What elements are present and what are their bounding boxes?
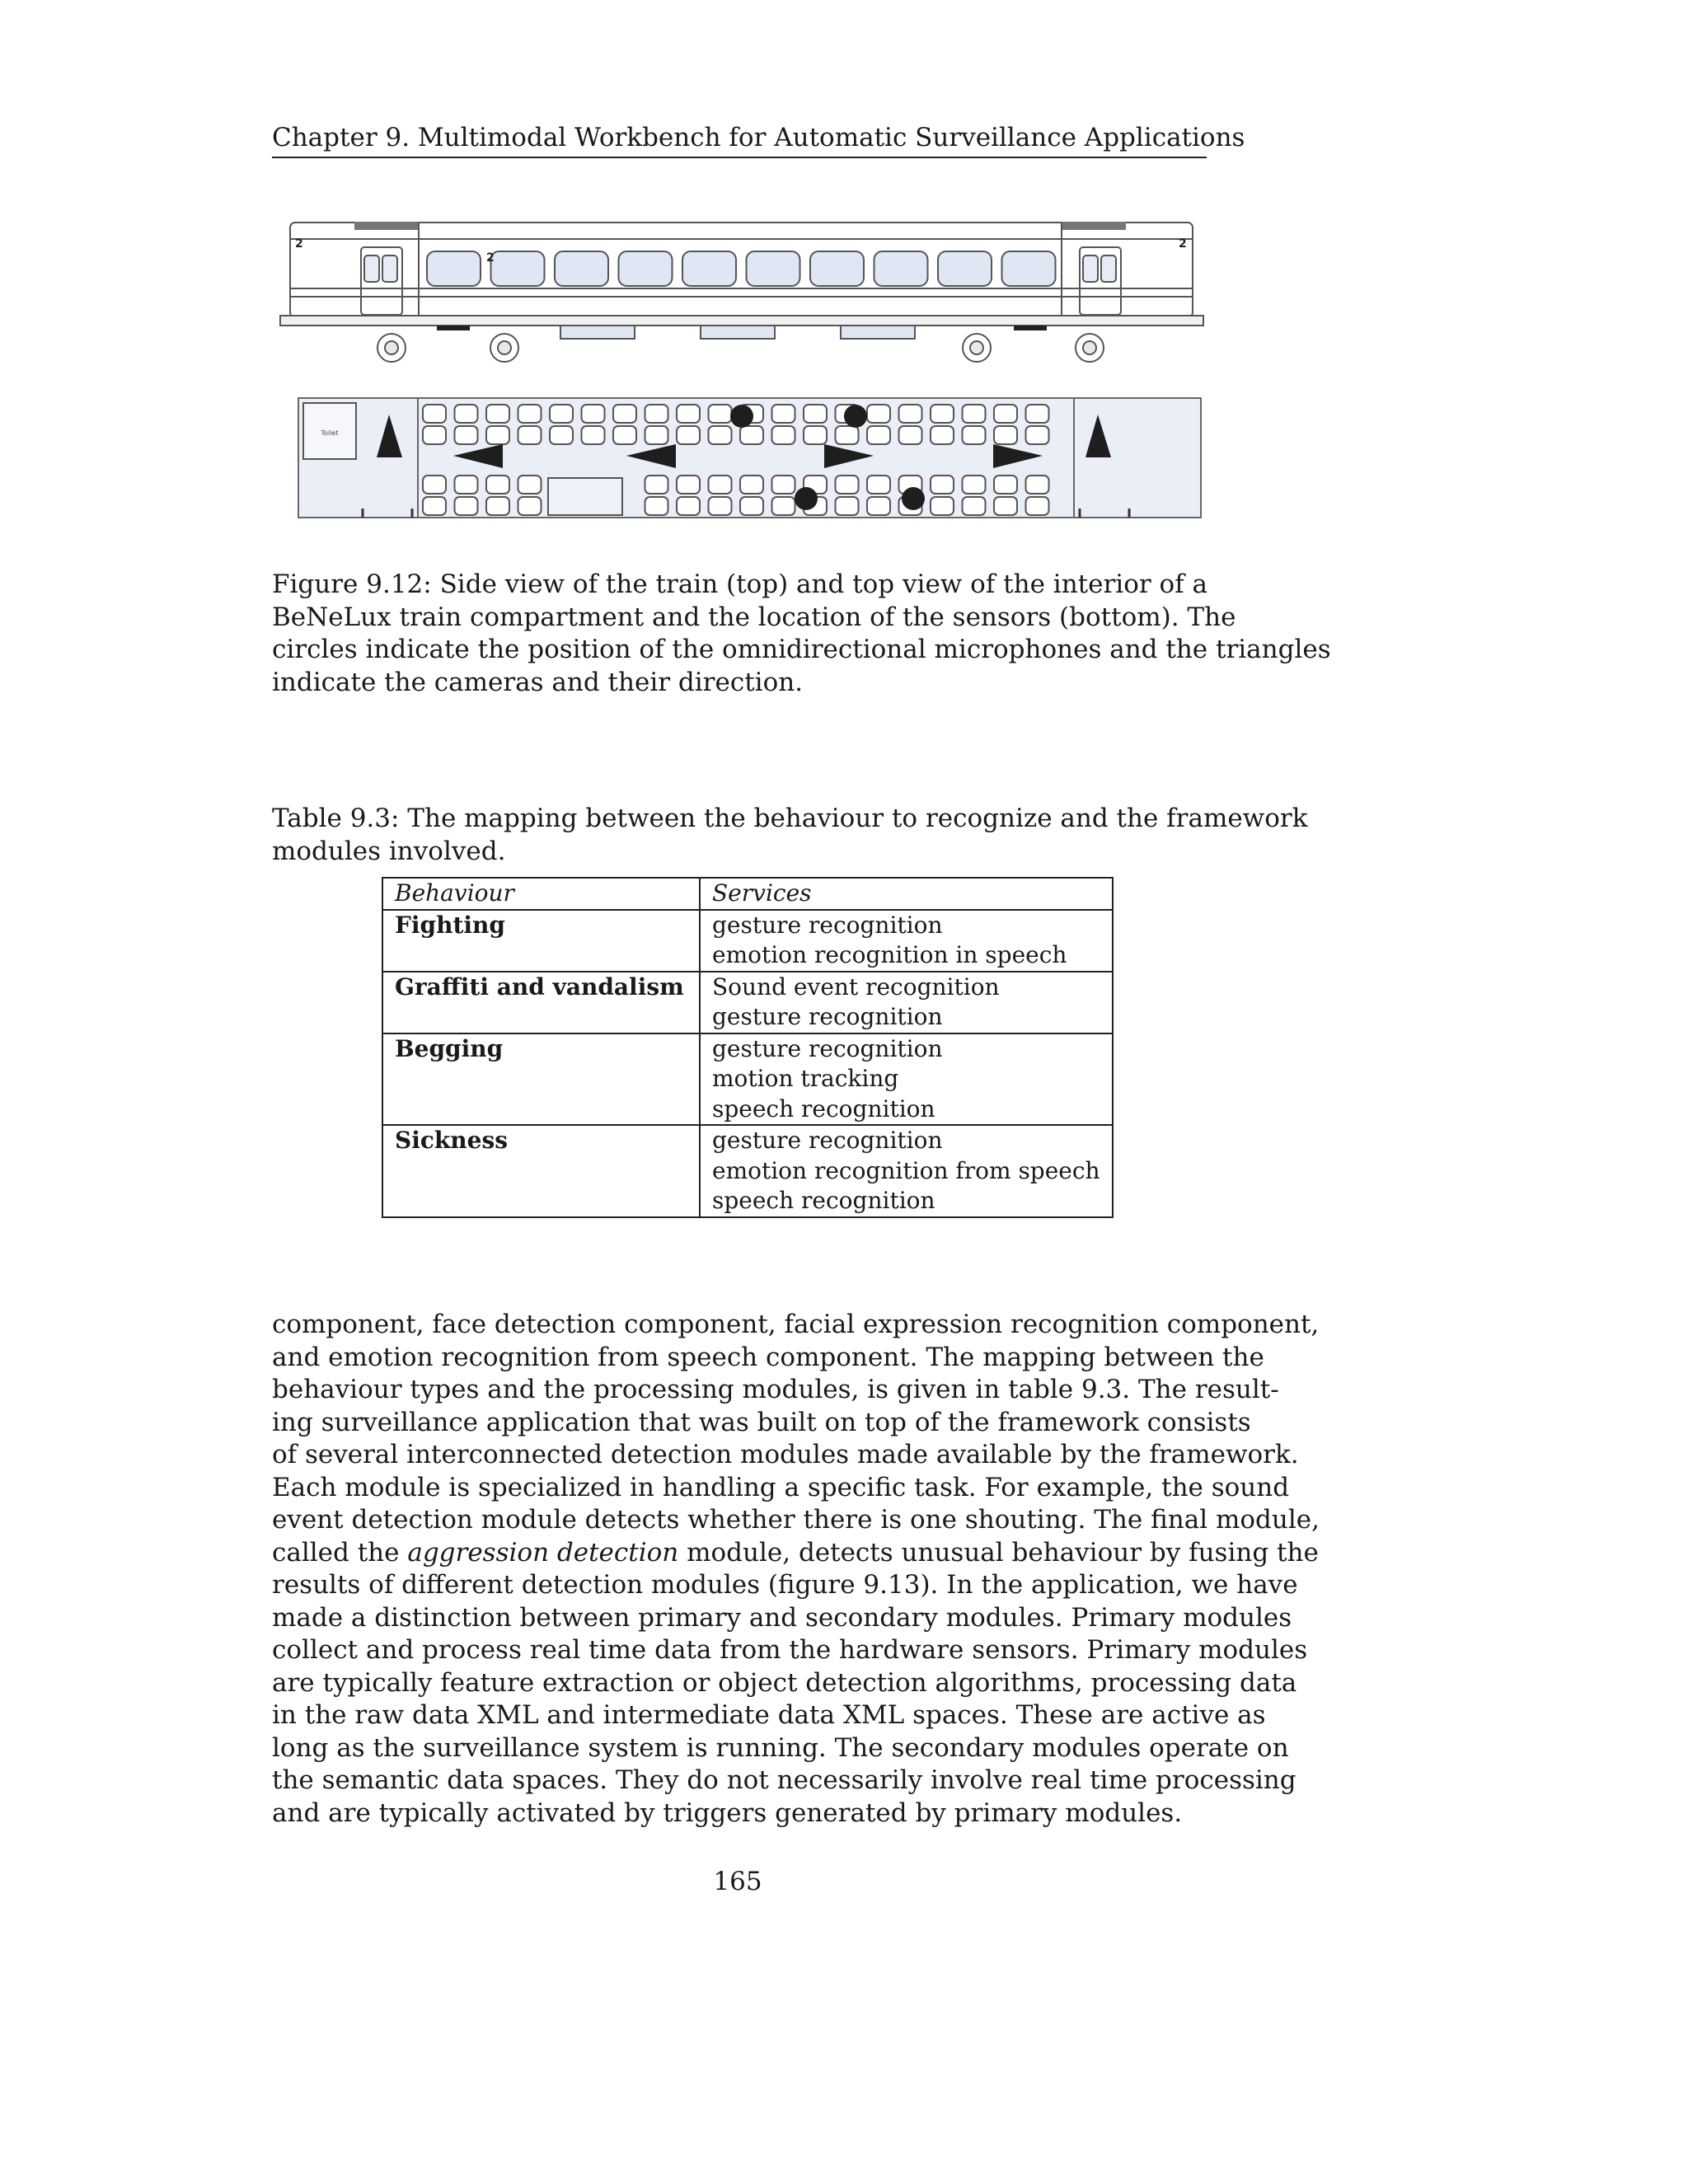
services-cell	[700, 910, 1113, 972]
train-window	[938, 251, 992, 286]
behaviour-cell: Begging	[382, 1033, 700, 1126]
body-line-with-italic	[272, 1537, 1319, 1570]
behaviour-cell: Sickness	[382, 1125, 700, 1217]
seat	[518, 426, 542, 444]
services-cell	[700, 972, 1113, 1033]
seat	[518, 476, 542, 494]
seat	[1026, 426, 1049, 444]
body-line: made a distinction between primary and secondary modules. Primary modules	[272, 1602, 1292, 1633]
seat	[677, 476, 700, 494]
italic-term: aggression detection	[407, 1537, 679, 1568]
service-item: Sound event recognition	[712, 972, 1000, 1001]
figure-caption-line: indicate the cameras and their direction.	[272, 667, 804, 697]
seat	[677, 426, 700, 444]
seat	[518, 405, 542, 423]
table-header-row	[382, 878, 1113, 910]
train-window	[555, 251, 608, 286]
train-figure	[272, 210, 1207, 527]
seat	[455, 497, 478, 515]
seat	[994, 426, 1017, 444]
seat	[550, 426, 573, 444]
service-item: gesture recognition	[712, 1127, 943, 1154]
toilet-label: Toilet	[321, 429, 339, 437]
seat	[740, 426, 763, 444]
seat	[645, 476, 668, 494]
body-line: collect and process real time data from the hardware sensors. Primary modules	[272, 1635, 1308, 1665]
seat	[994, 405, 1017, 423]
table-caption	[272, 803, 1308, 868]
seat	[423, 405, 446, 423]
body-line: ing surveillance application that was built on top of the framework consists	[272, 1407, 1251, 1437]
table-row	[382, 972, 1113, 1033]
services-cell	[700, 1033, 1113, 1126]
seat	[963, 497, 986, 515]
microphone-circle	[795, 487, 818, 510]
seat	[994, 497, 1017, 515]
figure-caption-line: circles indicate the position of the omnidirectional microphones and the triangles	[272, 635, 1331, 664]
seat	[867, 405, 890, 423]
seat	[455, 426, 478, 444]
body-line: in the raw data XML and intermediate data XML spaces. These are active as	[272, 1700, 1266, 1730]
train-window	[747, 251, 800, 286]
seat	[740, 476, 763, 494]
train-window	[491, 251, 545, 286]
body-line: are typically feature extraction or object detection algorithms, processing data	[272, 1667, 1297, 1698]
side-mark-mid: 2	[486, 251, 495, 265]
body-line: results of different detection modules (figure 9.13). In the application, we have	[272, 1570, 1298, 1600]
services-cell	[700, 1125, 1113, 1217]
seat	[994, 476, 1017, 494]
seat	[772, 405, 795, 423]
seat	[899, 426, 922, 444]
body-line: long as the surveillance system is running. The secondary modules operate on	[272, 1732, 1289, 1763]
figure-caption	[272, 569, 1331, 699]
service-item: emotion recognition in speech	[712, 941, 1067, 968]
body-paragraph	[272, 1309, 1320, 1830]
service-item: emotion recognition from speech	[712, 1156, 1100, 1184]
seat	[836, 497, 859, 515]
seat	[740, 497, 763, 515]
running-head: Chapter 9. Multimodal Workbench for Automatic Surveillance Applications	[272, 124, 1207, 158]
service-item: speech recognition	[712, 1187, 935, 1214]
train-window	[874, 251, 928, 286]
seat	[867, 426, 890, 444]
seat	[963, 405, 986, 423]
table-row	[382, 1033, 1113, 1126]
seat	[455, 405, 478, 423]
header-services: Services	[700, 878, 1113, 910]
table-row	[382, 910, 1113, 972]
train-window	[1002, 251, 1056, 286]
seat	[772, 497, 795, 515]
figure-caption-line: BeNeLux train compartment and the location of the sensors (bottom). The	[272, 602, 1236, 632]
body-text-segment: module, detects unusual behaviour by fusing the	[678, 1537, 1319, 1568]
seat	[423, 476, 446, 494]
seat	[709, 405, 732, 423]
behaviour-cell: Fighting	[382, 910, 700, 972]
body-line: the semantic data spaces. They do not necessarily involve real time processing	[272, 1765, 1296, 1795]
seat	[613, 426, 636, 444]
seat	[645, 426, 668, 444]
behaviour-cell: Graffiti and vandalism	[382, 972, 700, 1033]
seat	[963, 476, 986, 494]
body-line: behaviour types and the processing modules, is given in table 9.3. The result-	[272, 1375, 1279, 1404]
table-row	[382, 1125, 1113, 1217]
seat	[931, 426, 954, 444]
table-caption-line: Table 9.3: The mapping between the behaviour to recognize and the framework	[272, 804, 1308, 833]
service-item: gesture recognition	[712, 1003, 943, 1030]
seat	[645, 405, 668, 423]
seat	[931, 405, 954, 423]
seat	[963, 426, 986, 444]
seat	[867, 476, 890, 494]
side-mark-right: 2	[1179, 237, 1187, 251]
seat	[486, 497, 509, 515]
seat	[423, 497, 446, 515]
seat	[677, 405, 700, 423]
seat	[931, 497, 954, 515]
seat	[1026, 405, 1049, 423]
seat	[709, 476, 732, 494]
train-window	[682, 251, 736, 286]
body-line: and emotion recognition from speech component. The mapping between the	[272, 1342, 1264, 1372]
service-item: speech recognition	[712, 1094, 935, 1122]
seat	[613, 405, 636, 423]
body-text-segment: called the	[272, 1537, 408, 1568]
seat	[804, 405, 827, 423]
seat	[486, 405, 509, 423]
seat	[423, 426, 446, 444]
seat	[709, 426, 732, 444]
body-line: Each module is specialized in handling a specific task. For example, the sound	[272, 1472, 1290, 1502]
body-line: of several interconnected detection modules made available by the framework.	[272, 1440, 1299, 1469]
seat	[582, 405, 605, 423]
seat	[772, 426, 795, 444]
body-line: event detection module detects whether there is one shouting. The final module,	[272, 1505, 1320, 1535]
behaviour-services-table	[382, 877, 1114, 1218]
microphone-circle	[730, 405, 753, 428]
page-number: 165	[713, 1867, 762, 1896]
train-figure-svg	[272, 210, 1207, 527]
seat	[677, 497, 700, 515]
microphone-circle	[902, 487, 925, 510]
seat	[899, 405, 922, 423]
seat	[772, 476, 795, 494]
seat	[645, 497, 668, 515]
seat	[486, 476, 509, 494]
seat	[486, 426, 509, 444]
seat	[550, 405, 573, 423]
train-window	[619, 251, 673, 286]
side-mark-left: 2	[295, 237, 303, 251]
seat	[582, 426, 605, 444]
train-window	[810, 251, 864, 286]
seat	[931, 476, 954, 494]
service-item: gesture recognition	[712, 911, 943, 939]
train-top-view	[298, 398, 1201, 518]
body-line: component, face detection component, facial expression recognition component,	[272, 1310, 1320, 1339]
service-item: motion tracking	[712, 1065, 899, 1092]
seat	[455, 476, 478, 494]
body-line: and are typically activated by triggers generated by primary modules.	[272, 1797, 1183, 1828]
train-window	[427, 251, 481, 286]
seat	[709, 497, 732, 515]
service-item: gesture recognition	[712, 1034, 943, 1062]
seat	[836, 426, 859, 444]
figure-caption-line: Figure 9.12: Side view of the train (top) and top view of the interior of a	[272, 569, 1208, 599]
train-side-view	[280, 222, 1203, 362]
microphone-circle	[844, 405, 867, 428]
seat	[1026, 497, 1049, 515]
seat	[1026, 476, 1049, 494]
seat	[867, 497, 890, 515]
header-behaviour: Behaviour	[382, 878, 700, 910]
table-caption-line: modules involved.	[272, 836, 506, 866]
seat	[804, 426, 827, 444]
seat	[518, 497, 542, 515]
seat	[836, 476, 859, 494]
